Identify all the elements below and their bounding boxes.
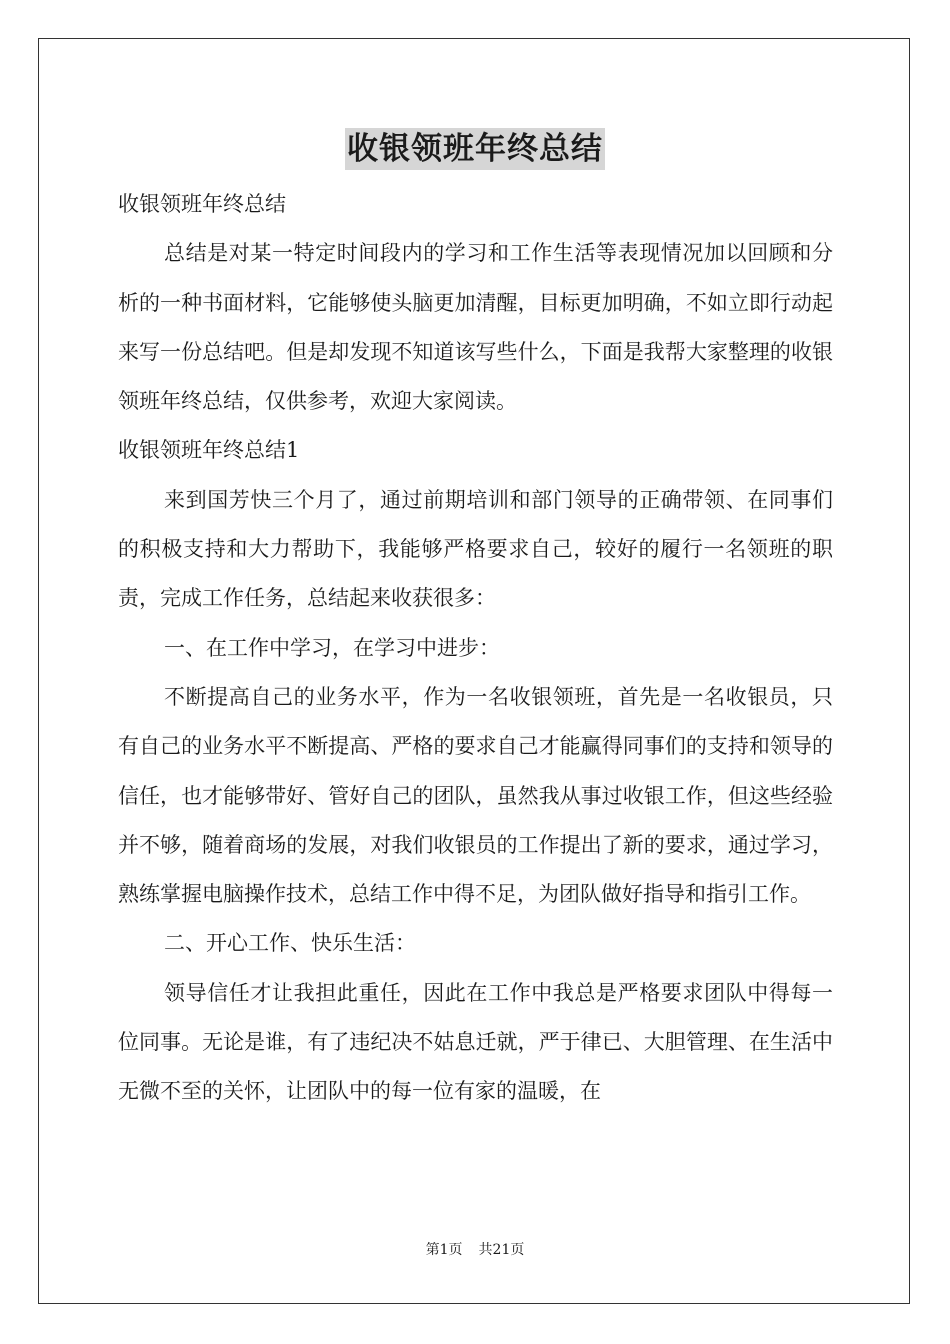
- paragraph: 不断提高自己的业务水平，作为一名收银领班，首先是一名收银员，只有自己的业务水平不断提高、严格的要求自己才能赢得同事们的支持和领导的信任，也才能够带好、管好自己的团队，虽然我从事过收银工作，但这些经验并不够，随着商场的发展，对我们收银员的工作提出了新的要求，通过学习，熟练掌握电脑操作技术，总结工作中得不足，为团队做好指导和指引工作。: [118, 684, 833, 907]
- page-total: 共21页: [478, 1242, 525, 1258]
- page-number: 第1页: [425, 1242, 463, 1258]
- page-footer: [0, 1240, 950, 1260]
- document-title: 收银领班年终总结: [345, 128, 605, 170]
- paragraph: 来到国芳快三个月了，通过前期培训和部门领导的正确带领、在同事们的积极支持和大力帮助下，我能够严格要求自己，较好的履行一名领班的职责，完成工作任务，总结起来收获很多：: [118, 487, 833, 611]
- paragraph: 领导信任才让我担此重任，因此在工作中我总是严格要求团队中得每一位同事。无论是谁，有了违纪决不姑息迁就，严于律已、大胆管理、在生活中无微不至的关怀，让团队中的每一位有家的温暖，在: [118, 980, 833, 1104]
- paragraph: 二、开心工作、快乐生活：: [164, 931, 416, 956]
- paragraph: 收银领班年终总结: [118, 192, 286, 216]
- document-body: [118, 180, 833, 1117]
- paragraph: 总结是对某一特定时间段内的学习和工作生活等表现情况加以回顾和分析的一种书面材料，它能够使头脑更加清醒，目标更加明确，不如立即行动起来写一份总结吧。但是却发现不知道该写些什么，下面是我帮大家整理的收银领班年终总结，仅供参考，欢迎大家阅读。: [118, 241, 833, 414]
- paragraph: 一、在工作中学习，在学习中进步：: [164, 635, 500, 660]
- title-area: [0, 128, 950, 170]
- paragraph: 收银领班年终总结1: [118, 438, 300, 463]
